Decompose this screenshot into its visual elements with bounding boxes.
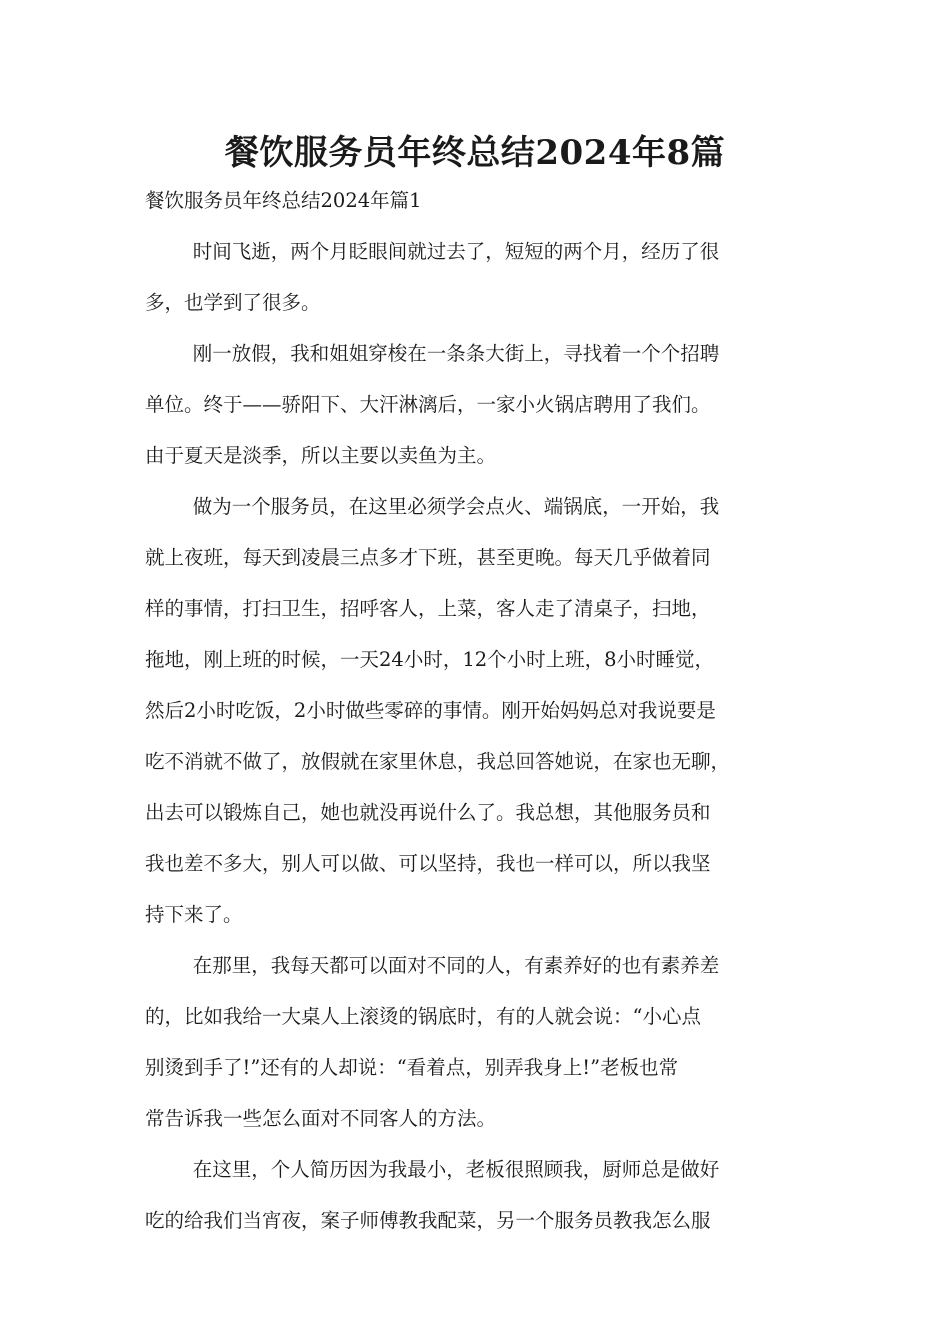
paragraph-4 xyxy=(145,940,825,1144)
text-line: 在这里，个人简历因为我最小，老板很照顾我，厨师总是做好 xyxy=(192,1158,720,1181)
document-body xyxy=(145,226,825,1246)
text-line: 然后2小时吃饭，2小时做些零碎的事情。刚开始妈妈总对我说要是 xyxy=(145,699,716,722)
paragraph-1 xyxy=(145,226,825,328)
document-title: 餐饮服务员年终总结2024年8篇 xyxy=(224,133,726,173)
text-line: 常告诉我一些怎么面对不同客人的方法。 xyxy=(145,1107,497,1130)
text-line: 持下来了。 xyxy=(145,903,243,926)
text-line: 拖地，刚上班的时候，一天24小时，12个小时上班，8小时睡觉， xyxy=(145,648,715,671)
text-line: 时间飞逝，两个月眨眼间就过去了，短短的两个月，经历了很 xyxy=(192,240,720,263)
paragraph-3 xyxy=(145,481,825,940)
paragraph-5 xyxy=(145,1144,825,1246)
text-line: 吃不消就不做了，放假就在家里休息，我总回答她说，在家也无聊， xyxy=(145,750,731,773)
text-line: 别烫到手了!”还有的人却说：“看着点，别弄我身上!”老板也常 xyxy=(145,1056,679,1079)
text-line: 出去可以锻炼自己，她也就没再说什么了。我总想，其他服务员和 xyxy=(145,801,711,824)
text-line: 单位。终于——骄阳下、大汗淋漓后，一家小火锅店聘用了我们。 xyxy=(145,393,711,416)
text-line: 由于夏天是淡季，所以主要以卖鱼为主。 xyxy=(145,444,497,467)
text-line: 吃的给我们当宵夜，案子师傅教我配菜，另一个服务员教我怎么服 xyxy=(145,1209,711,1232)
text-line: 样的事情，打扫卫生，招呼客人，上菜，客人走了清桌子，扫地， xyxy=(145,597,711,620)
text-line: 在那里，我每天都可以面对不同的人，有素养好的也有素养差 xyxy=(192,954,720,977)
text-line: 多，也学到了很多。 xyxy=(145,291,321,314)
text-line: 刚一放假，我和姐姐穿梭在一条条大街上，寻找着一个个招聘 xyxy=(192,342,720,365)
text-line: 的，比如我给一大桌人上滚烫的锅底时，有的人就会说：“小心点 xyxy=(145,1005,701,1028)
text-line: 我也差不多大，别人可以做、可以坚持，我也一样可以，所以我坚 xyxy=(145,852,711,875)
text-line: 做为一个服务员，在这里必须学会点火、端锅底，一开始，我 xyxy=(192,495,720,518)
paragraph-2 xyxy=(145,328,825,481)
section-heading: 餐饮服务员年终总结2024年篇1 xyxy=(145,189,422,212)
text-line: 就上夜班，每天到凌晨三点多才下班，甚至更晚。每天几乎做着同 xyxy=(145,546,711,569)
